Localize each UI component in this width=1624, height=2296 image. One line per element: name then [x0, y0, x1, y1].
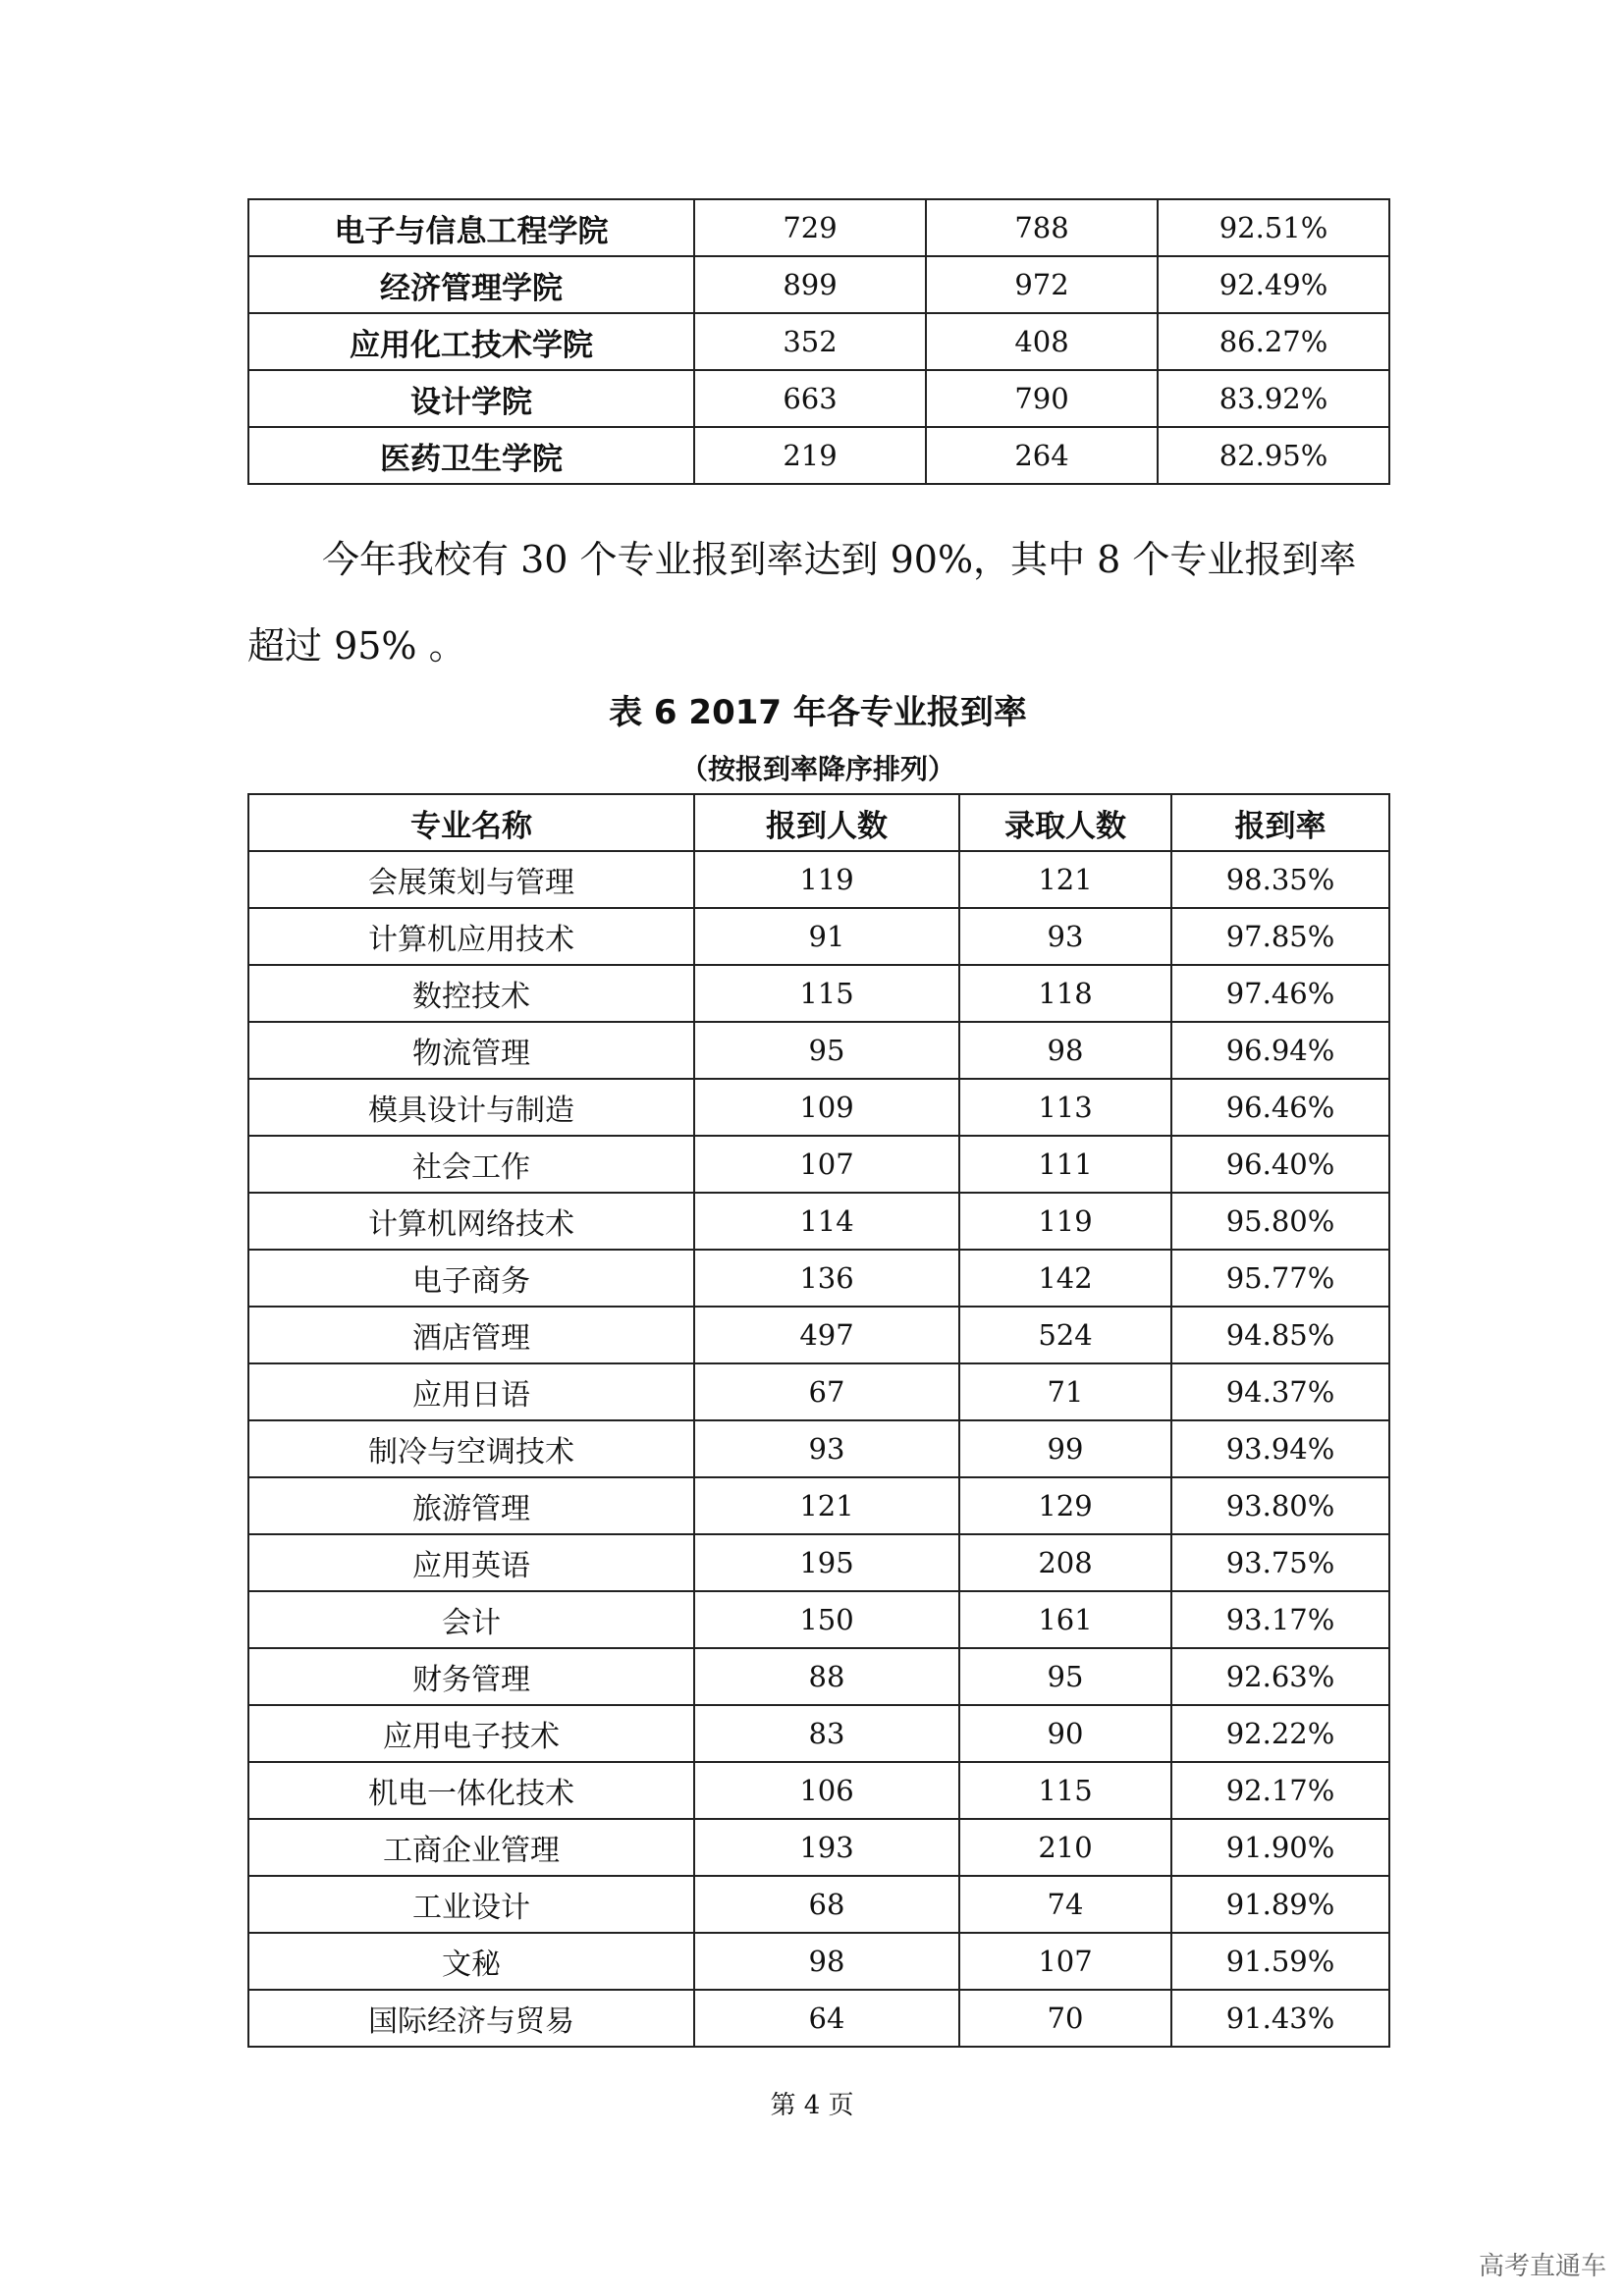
cell-admitted: 70 — [959, 1990, 1171, 2047]
cell-reported: 114 — [694, 1193, 959, 1250]
cell-reported: 67 — [694, 1363, 959, 1420]
cell-name: 设计学院 — [248, 370, 694, 427]
cell-admitted: 972 — [926, 256, 1158, 313]
table-row — [248, 1762, 1389, 1819]
table-row — [248, 1250, 1389, 1307]
table-row — [248, 1819, 1389, 1876]
table-row — [248, 1876, 1389, 1933]
cell-name: 应用日语 — [248, 1363, 694, 1420]
page-number: 第 4 页 — [770, 2091, 854, 2120]
table-row — [248, 1363, 1389, 1420]
cell-name: 模具设计与制造 — [248, 1079, 694, 1136]
cell-admitted: 115 — [959, 1762, 1171, 1819]
cell-admitted: 111 — [959, 1136, 1171, 1193]
cell-reported: 119 — [694, 851, 959, 908]
cell-admitted: 121 — [959, 851, 1171, 908]
cell-rate: 95.77% — [1171, 1250, 1389, 1307]
cell-rate: 93.75% — [1171, 1534, 1389, 1591]
table-row — [248, 851, 1389, 908]
cell-name: 机电一体化技术 — [248, 1762, 694, 1819]
cell-rate: 95.80% — [1171, 1193, 1389, 1250]
cell-name: 应用英语 — [248, 1534, 694, 1591]
table-row — [248, 1933, 1389, 1990]
cell-name: 工商企业管理 — [248, 1819, 694, 1876]
cell-reported: 150 — [694, 1591, 959, 1648]
cell-rate: 92.51% — [1158, 199, 1389, 256]
cell-reported: 899 — [694, 256, 926, 313]
header-report-rate: 报到率 — [1171, 794, 1389, 851]
cell-rate: 92.63% — [1171, 1648, 1389, 1705]
cell-rate: 93.80% — [1171, 1477, 1389, 1534]
cell-admitted: 524 — [959, 1307, 1171, 1363]
table-6-subtitle: （按报到率降序排列） — [679, 753, 955, 785]
cell-name: 计算机应用技术 — [248, 908, 694, 965]
cell-rate: 91.59% — [1171, 1933, 1389, 1990]
cell-admitted: 129 — [959, 1477, 1171, 1534]
cell-reported: 98 — [694, 1933, 959, 1990]
table-row — [248, 1534, 1389, 1591]
cell-rate: 91.90% — [1171, 1819, 1389, 1876]
cell-reported: 136 — [694, 1250, 959, 1307]
cell-name: 旅游管理 — [248, 1477, 694, 1534]
cell-admitted: 790 — [926, 370, 1158, 427]
cell-rate: 91.89% — [1171, 1876, 1389, 1933]
cell-admitted: 264 — [926, 427, 1158, 484]
cell-rate: 96.40% — [1171, 1136, 1389, 1193]
cell-rate: 98.35% — [1171, 851, 1389, 908]
cell-admitted: 71 — [959, 1363, 1171, 1420]
table-row — [248, 427, 1389, 484]
cell-admitted: 161 — [959, 1591, 1171, 1648]
cell-admitted: 107 — [959, 1933, 1171, 1990]
cell-admitted: 118 — [959, 965, 1171, 1022]
cell-reported: 663 — [694, 370, 926, 427]
header-reported-count: 报到人数 — [694, 794, 959, 851]
table-row — [248, 1022, 1389, 1079]
table-header-row — [248, 794, 1389, 851]
cell-reported: 88 — [694, 1648, 959, 1705]
header-admitted-count: 录取人数 — [959, 794, 1171, 851]
table-row — [248, 199, 1389, 256]
table-row — [248, 1079, 1389, 1136]
table-row — [248, 1420, 1389, 1477]
cell-name: 国际经济与贸易 — [248, 1990, 694, 2047]
cell-reported: 219 — [694, 427, 926, 484]
cell-admitted: 210 — [959, 1819, 1171, 1876]
cell-rate: 93.17% — [1171, 1591, 1389, 1648]
cell-reported: 107 — [694, 1136, 959, 1193]
cell-admitted: 119 — [959, 1193, 1171, 1250]
table-row — [248, 1990, 1389, 2047]
college-report-rate-table-continued — [247, 198, 1390, 485]
cell-reported: 106 — [694, 1762, 959, 1819]
table-row — [248, 1307, 1389, 1363]
cell-name: 数控技术 — [248, 965, 694, 1022]
cell-rate: 86.27% — [1158, 313, 1389, 370]
cell-name: 电子商务 — [248, 1250, 694, 1307]
cell-reported: 93 — [694, 1420, 959, 1477]
cell-rate: 91.43% — [1171, 1990, 1389, 2047]
cell-rate: 82.95% — [1158, 427, 1389, 484]
cell-admitted: 408 — [926, 313, 1158, 370]
cell-name: 应用化工技术学院 — [248, 313, 694, 370]
cell-reported: 497 — [694, 1307, 959, 1363]
cell-name: 财务管理 — [248, 1648, 694, 1705]
cell-admitted: 90 — [959, 1705, 1171, 1762]
cell-rate: 94.37% — [1171, 1363, 1389, 1420]
cell-name: 计算机网络技术 — [248, 1193, 694, 1250]
cell-admitted: 788 — [926, 199, 1158, 256]
table-row — [248, 965, 1389, 1022]
cell-admitted: 74 — [959, 1876, 1171, 1933]
cell-name: 医药卫生学院 — [248, 427, 694, 484]
cell-name: 酒店管理 — [248, 1307, 694, 1363]
cell-rate: 92.17% — [1171, 1762, 1389, 1819]
cell-rate: 97.46% — [1171, 965, 1389, 1022]
table-row — [248, 1477, 1389, 1534]
cell-admitted: 95 — [959, 1648, 1171, 1705]
cell-admitted: 99 — [959, 1420, 1171, 1477]
cell-rate: 94.85% — [1171, 1307, 1389, 1363]
table-row — [248, 1705, 1389, 1762]
cell-reported: 193 — [694, 1819, 959, 1876]
summary-paragraph: 今年我校有 30 个专业报到率达到 90%，其中 8 个专业报到率超过 95% 。 — [247, 538, 1357, 667]
cell-reported: 68 — [694, 1876, 959, 1933]
cell-name: 社会工作 — [248, 1136, 694, 1193]
cell-reported: 95 — [694, 1022, 959, 1079]
table-row — [248, 1136, 1389, 1193]
cell-admitted: 93 — [959, 908, 1171, 965]
cell-rate: 83.92% — [1158, 370, 1389, 427]
cell-admitted: 208 — [959, 1534, 1171, 1591]
cell-reported: 729 — [694, 199, 926, 256]
cell-name: 应用电子技术 — [248, 1705, 694, 1762]
cell-admitted: 142 — [959, 1250, 1171, 1307]
cell-reported: 83 — [694, 1705, 959, 1762]
cell-reported: 195 — [694, 1534, 959, 1591]
cell-reported: 115 — [694, 965, 959, 1022]
watermark: 高考直通车 — [1478, 2252, 1606, 2281]
cell-name: 物流管理 — [248, 1022, 694, 1079]
cell-admitted: 98 — [959, 1022, 1171, 1079]
cell-rate: 96.46% — [1171, 1079, 1389, 1136]
cell-name: 制冷与空调技术 — [248, 1420, 694, 1477]
major-report-rate-table — [247, 793, 1390, 2048]
header-major-name: 专业名称 — [248, 794, 694, 851]
cell-reported: 91 — [694, 908, 959, 965]
cell-name: 会计 — [248, 1591, 694, 1648]
cell-rate: 92.22% — [1171, 1705, 1389, 1762]
cell-name: 经济管理学院 — [248, 256, 694, 313]
cell-reported: 109 — [694, 1079, 959, 1136]
cell-rate: 97.85% — [1171, 908, 1389, 965]
cell-rate: 93.94% — [1171, 1420, 1389, 1477]
cell-reported: 121 — [694, 1477, 959, 1534]
table-row — [248, 1193, 1389, 1250]
cell-name: 文秘 — [248, 1933, 694, 1990]
cell-admitted: 113 — [959, 1079, 1171, 1136]
table-row — [248, 256, 1389, 313]
cell-name: 电子与信息工程学院 — [248, 199, 694, 256]
cell-reported: 352 — [694, 313, 926, 370]
table-6-title: 表 6 2017 年各专业报到率 — [609, 693, 1027, 732]
cell-rate: 96.94% — [1171, 1022, 1389, 1079]
cell-name: 工业设计 — [248, 1876, 694, 1933]
table-row — [248, 313, 1389, 370]
table-row — [248, 1648, 1389, 1705]
cell-name: 会展策划与管理 — [248, 851, 694, 908]
cell-rate: 92.49% — [1158, 256, 1389, 313]
table-row — [248, 370, 1389, 427]
cell-reported: 64 — [694, 1990, 959, 2047]
table-row — [248, 908, 1389, 965]
table-row — [248, 1591, 1389, 1648]
